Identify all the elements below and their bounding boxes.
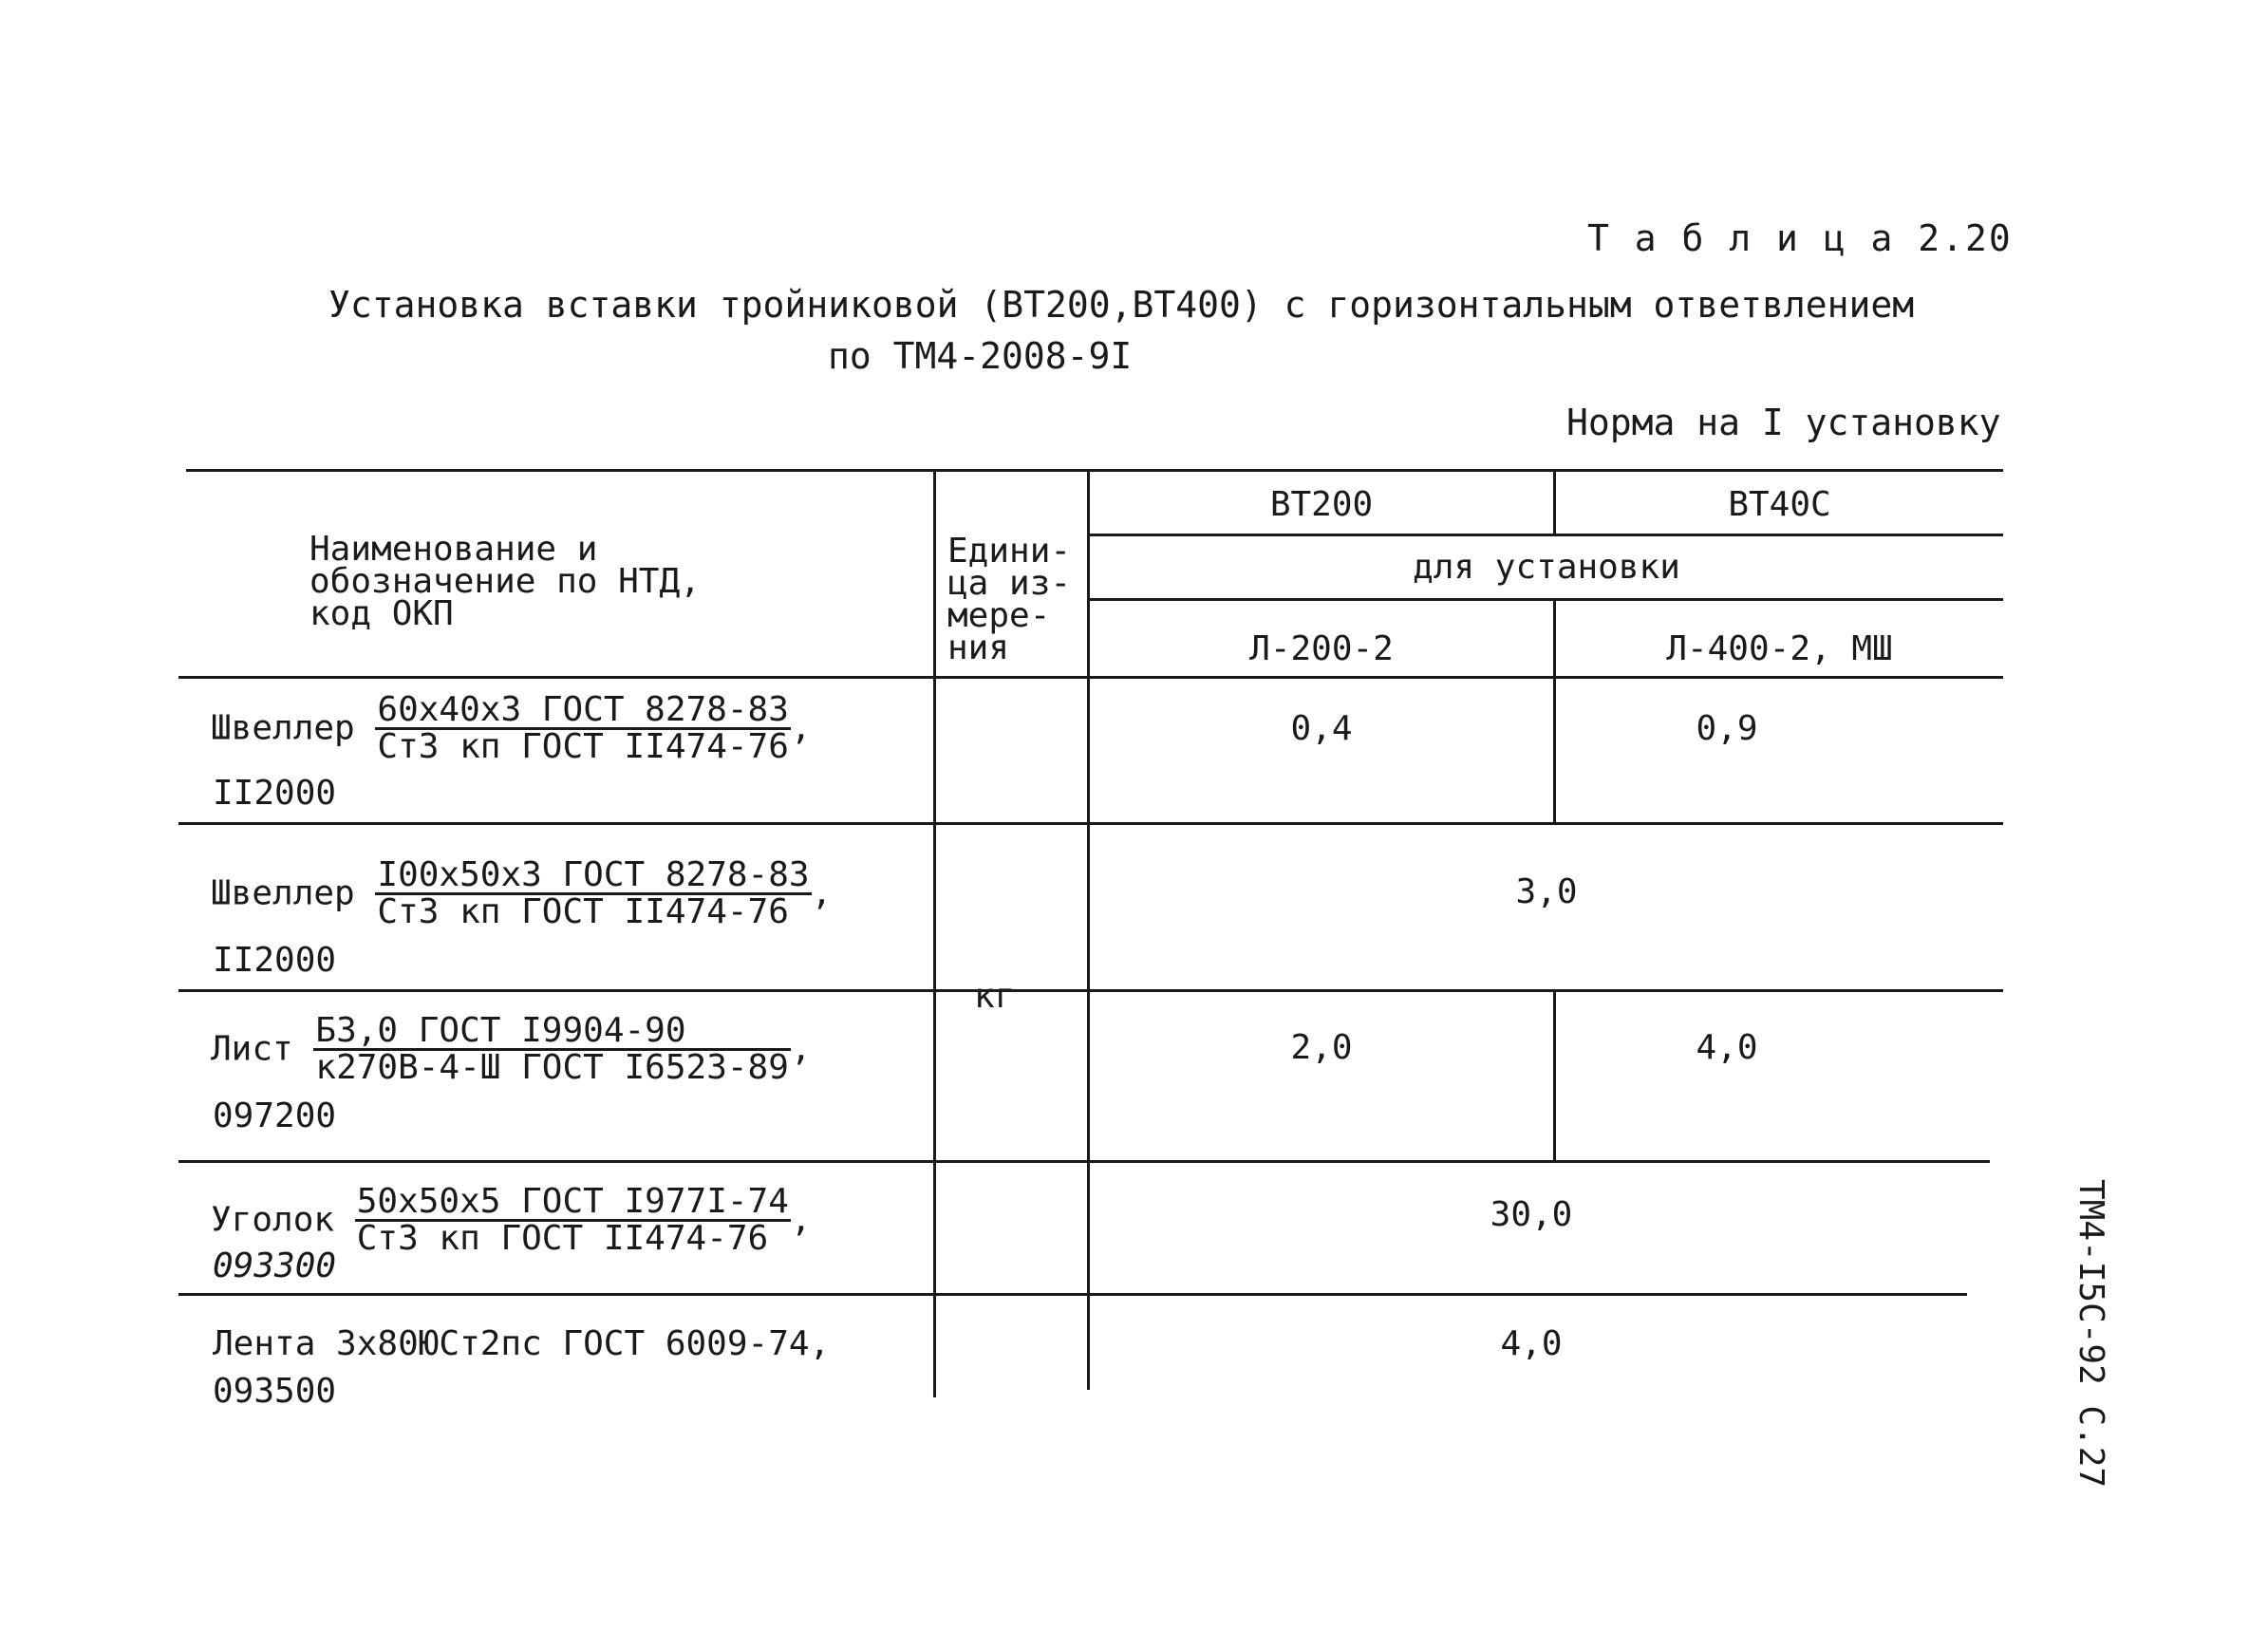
row-spec-denominator: Ст3 кп ГОСТ II474-76 [377,727,789,766]
row-spec-fraction [313,1011,791,1087]
row-line: Лента 3х80ЮСт2пс ГОСТ 6009-74, [213,1324,831,1363]
rule-top [186,469,2003,472]
rule-col-unit [933,469,936,1397]
col-name-header-line: код ОКП [309,594,454,633]
row-value-vt400: 4,0 [1696,1028,1758,1067]
sub-vt400-header: Л-400-2, МШ [1666,629,1893,668]
table-row [211,855,833,931]
row-spec-numerator: I00х50х3 ГОСТ 8278-83 [377,855,810,894]
row-value-vt200: 2,0 [1290,1028,1353,1067]
col-unit-header-line: ца из- [947,564,1072,603]
row-code: 097200 [213,1096,337,1135]
for-install-header: для установки [1413,548,1680,587]
rule-col-split-row3 [1553,989,1556,1160]
table-row [211,690,812,766]
table-title-line2: по ТМ4-2008-9I [828,335,1133,377]
sub-vt200-header: Л-200-2 [1249,629,1394,668]
row-code: 093300 [213,1246,337,1285]
row-code: II2000 [213,774,337,813]
table-title-line1: Установка вставки тройниковой (ВТ200,ВТ400) с горизонтальным ответвлением [328,284,1915,326]
norm-caption: Норма на I установку [1566,402,2001,443]
table-row [211,1011,812,1087]
row-spec-numerator: 50х50х5 ГОСТ I977I-74 [356,1182,789,1221]
rule-row-2 [178,989,2003,992]
col-vt400-header: ВТ40С [1728,485,1831,524]
unit-cell: кг [974,977,1016,1016]
table-number-label: Т а б л и ц а 2.20 [1587,217,2013,259]
col-name-header-line: Наименование и [309,530,598,569]
row-suffix: , [811,873,833,913]
rule-header-2 [1087,598,2003,601]
side-document-stamp: ТМ4-I5С-92 С.27 [2071,1179,2110,1489]
row-suffix: , [790,1200,812,1240]
row-spec-fraction [355,1182,791,1258]
row-suffix: , [790,1029,812,1069]
col-name-header [309,530,879,633]
col-vt200-header: ВТ200 [1269,485,1374,524]
col-name-header-line: обозначение по НТД, [309,562,701,601]
col-unit-header-line: мере- [947,596,1051,635]
rule-row-3 [178,1160,1990,1163]
row-spec-denominator: Ст3 кп ГОСТ II474-76 [356,1219,769,1258]
row-prefix: Уголок [211,1200,335,1240]
row-spec-denominator: Ст3 кп ГОСТ II474-76 [377,892,789,931]
row-spec-denominator: к270В-4-Ш ГОСТ I6523-89 [315,1048,789,1087]
rule-row-1 [178,822,2003,825]
row-value-vt200: 0,4 [1290,709,1353,748]
row-spec-fraction [375,855,811,931]
row-prefix: Лист [211,1029,293,1069]
row-code: 093500 [213,1372,337,1411]
rule-header-1 [1087,534,2003,536]
row-prefix: Швеллер [211,708,355,748]
row-value-vt400: 0,9 [1696,709,1758,748]
row-suffix: , [790,708,812,748]
rule-col-values [1087,469,1090,1390]
col-unit-header-line: Едини- [947,532,1072,571]
rule-row-4 [178,1293,1967,1296]
row-spec-numerator: 60х40х3 ГОСТ 8278-83 [377,690,789,729]
row-spec-fraction [375,690,790,766]
row-prefix: Швеллер [211,873,355,913]
row-spec-numerator: Б3,0 ГОСТ I9904-90 [313,1014,791,1051]
col-unit-header [947,532,1080,667]
row-value-merged: 4,0 [1500,1324,1563,1363]
row-value-merged: 3,0 [1515,872,1578,911]
row-value-merged: 30,0 [1490,1195,1573,1234]
table-row [211,1182,812,1258]
rule-header-bottom [178,676,2003,679]
row-code: II2000 [213,941,337,980]
col-unit-header-line: ния [947,628,1010,667]
